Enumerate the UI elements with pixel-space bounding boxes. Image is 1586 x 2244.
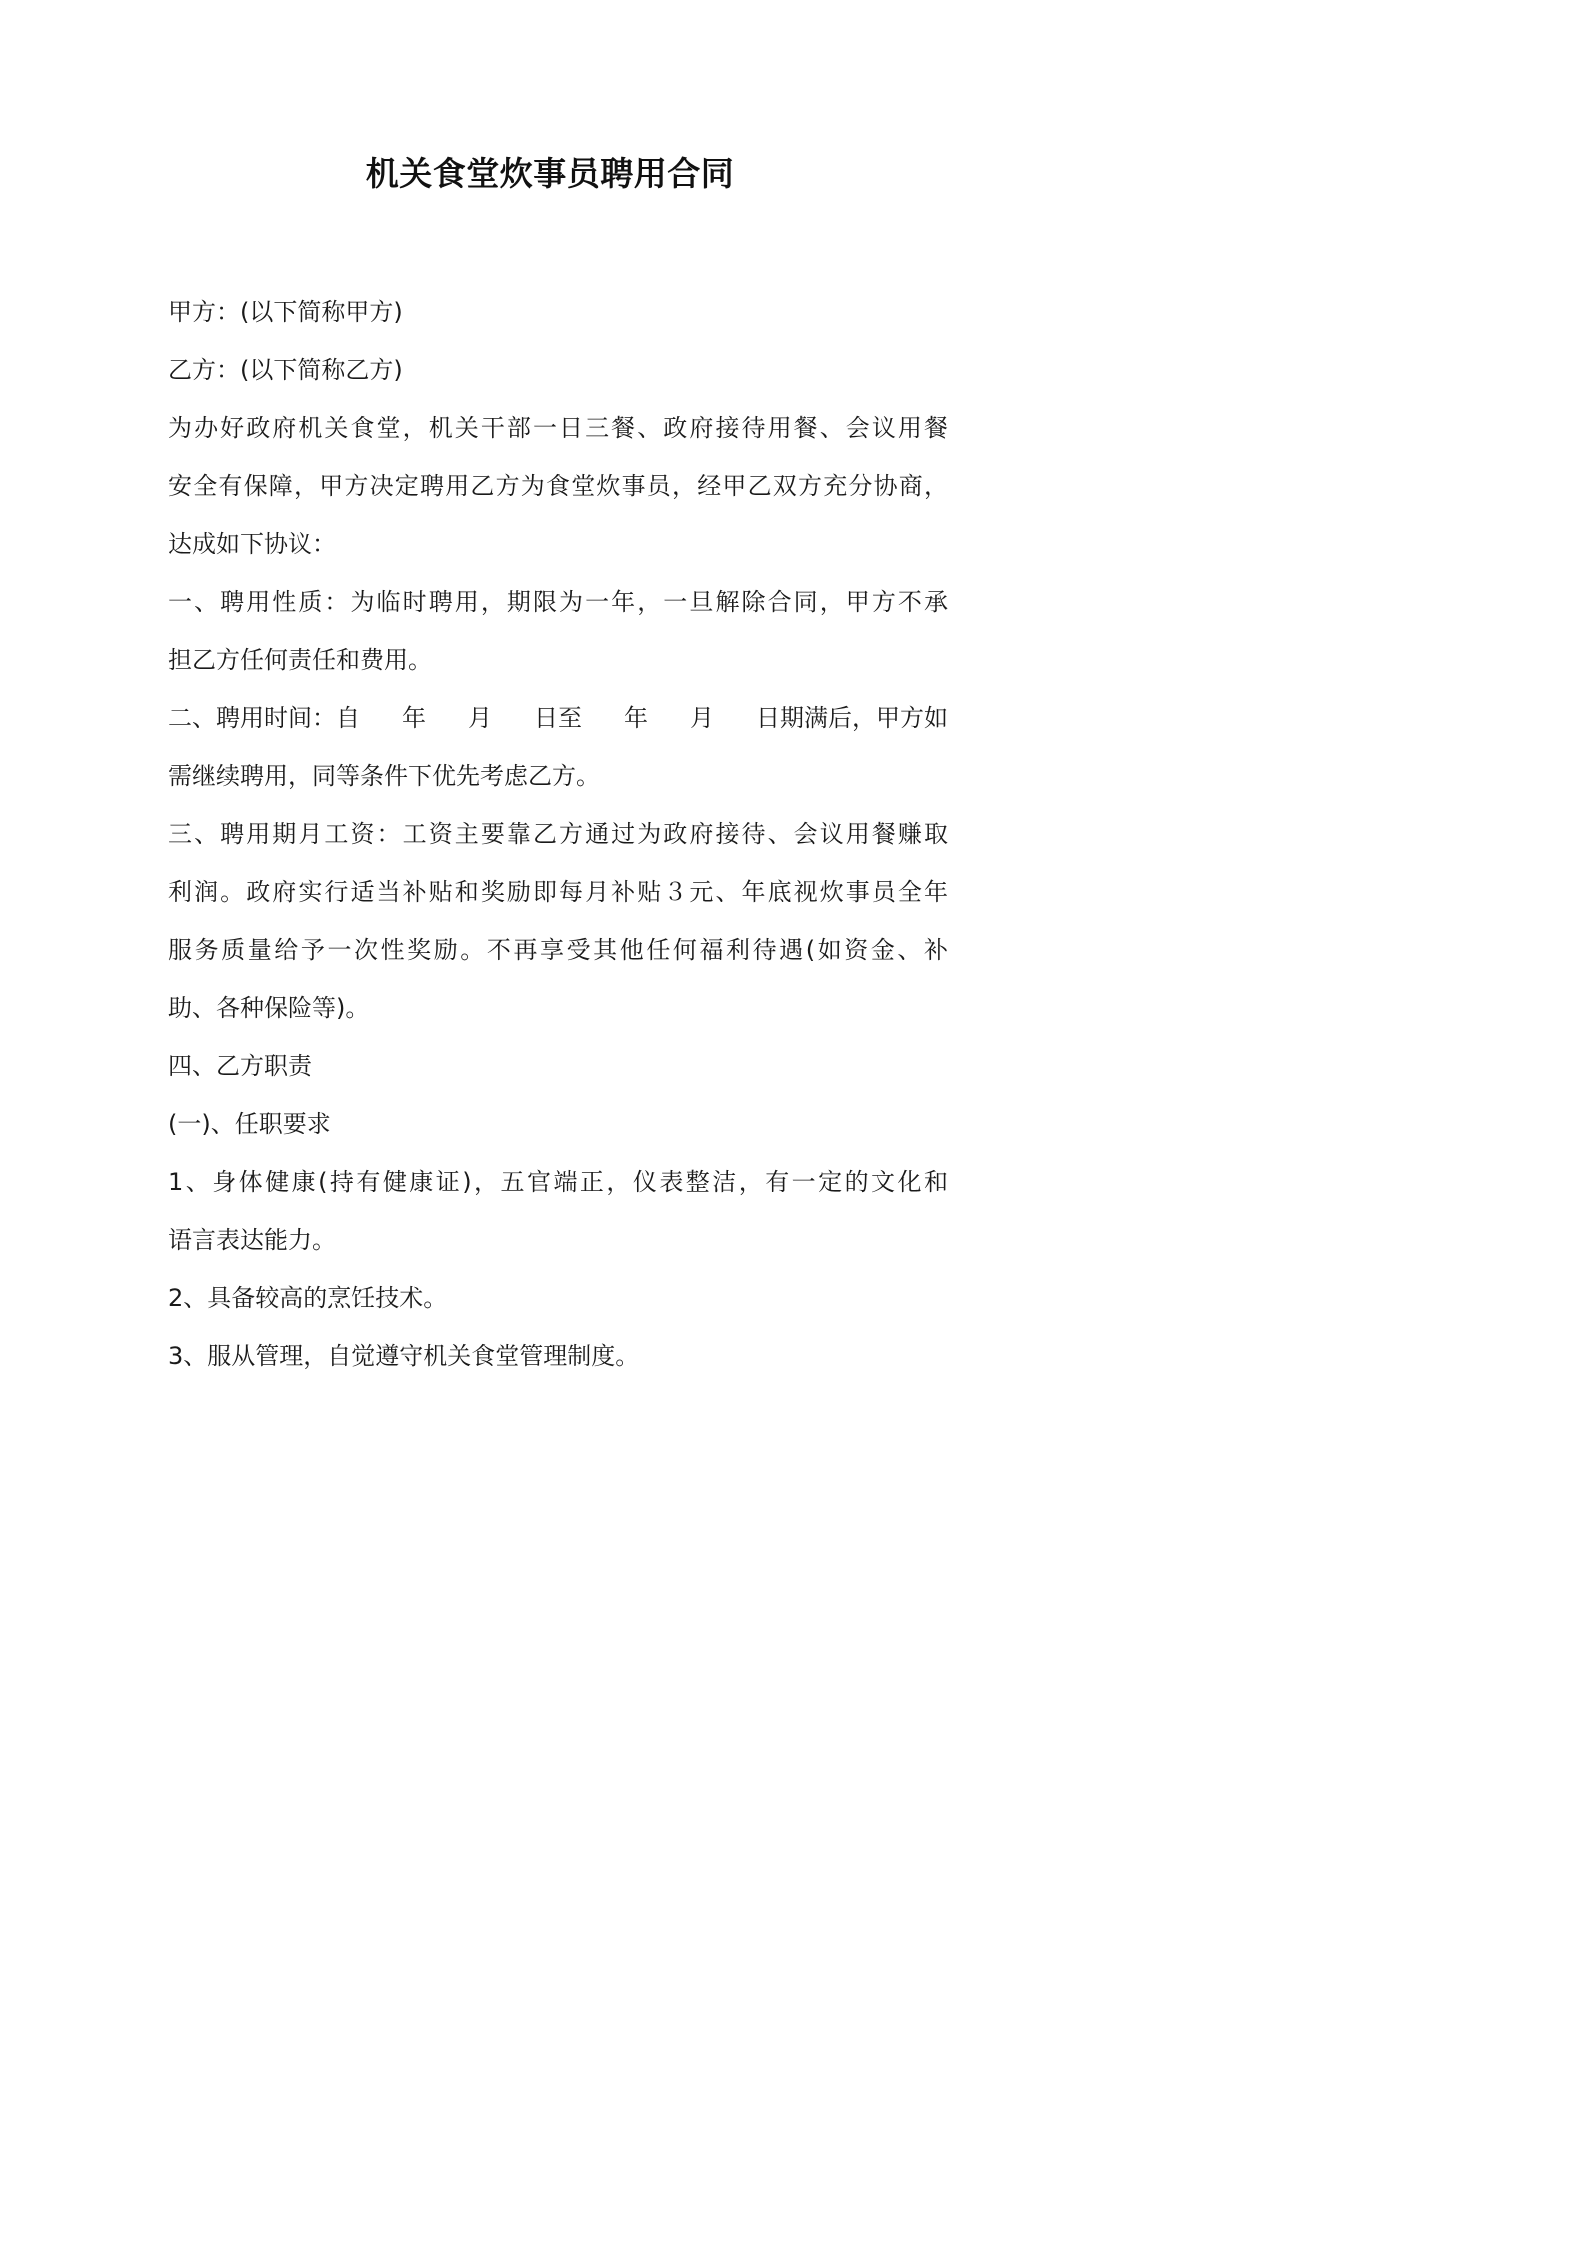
intro-line-1: 为办好政府机关食堂，机关干部一日三餐、政府接待用餐、会议用餐 [168, 414, 948, 442]
requirement-1-line-1: 1、身体健康(持有健康证)，五官端正，仪表整洁，有一定的文化和 [168, 1168, 948, 1196]
clause-2-part: 月 [690, 704, 714, 732]
clause-4-subheading: (一)、任职要求 [168, 1110, 331, 1138]
document-body [168, 283, 948, 1385]
clause-2-part: 二、聘用时间：自 [168, 704, 360, 732]
clause-2-line-2: 需继续聘用，同等条件下优先考虑乙方。 [168, 762, 600, 790]
intro-line-3: 达成如下协议： [168, 530, 336, 558]
clause-2-line-1 [168, 689, 948, 747]
clause-3-line-1: 三、聘用期月工资：工资主要靠乙方通过为政府接待、会议用餐赚取 [168, 820, 948, 848]
clause-1-line-2: 担乙方任何责任和费用。 [168, 646, 432, 674]
clause-2-part: 日期满后，甲方如 [756, 704, 948, 732]
document-page [0, 0, 1100, 1556]
clause-2-part: 日至 [534, 704, 582, 732]
clause-2-part: 月 [468, 704, 492, 732]
requirement-3: 3、服从管理，自觉遵守机关食堂管理制度。 [168, 1342, 640, 1370]
party-a-line: 甲方：(以下简称甲方) [168, 298, 403, 326]
clause-4-heading: 四、乙方职责 [168, 1052, 312, 1080]
party-b-line: 乙方：(以下简称乙方) [168, 356, 403, 384]
requirement-2: 2、具备较高的烹饪技术。 [168, 1284, 448, 1312]
intro-line-2: 安全有保障，甲方决定聘用乙方为食堂炊事员，经甲乙双方充分协商， [168, 472, 948, 500]
clause-2-part: 年 [402, 704, 426, 732]
clause-3-line-4: 助、各种保险等)。 [168, 994, 370, 1022]
clause-1-line-1: 一、聘用性质：为临时聘用，期限为一年，一旦解除合同，甲方不承 [168, 588, 948, 616]
document-title: 机关食堂炊事员聘用合同 [365, 154, 735, 193]
clause-3-line-2: 利润。政府实行适当补贴和奖励即每月补贴３元、年底视炊事员全年 [168, 878, 948, 906]
requirement-1-line-2: 语言表达能力。 [168, 1226, 336, 1254]
clause-3-line-3: 服务质量给予一次性奖励。不再享受其他任何福利待遇(如资金、补 [168, 936, 948, 964]
clause-2-part: 年 [624, 704, 648, 732]
